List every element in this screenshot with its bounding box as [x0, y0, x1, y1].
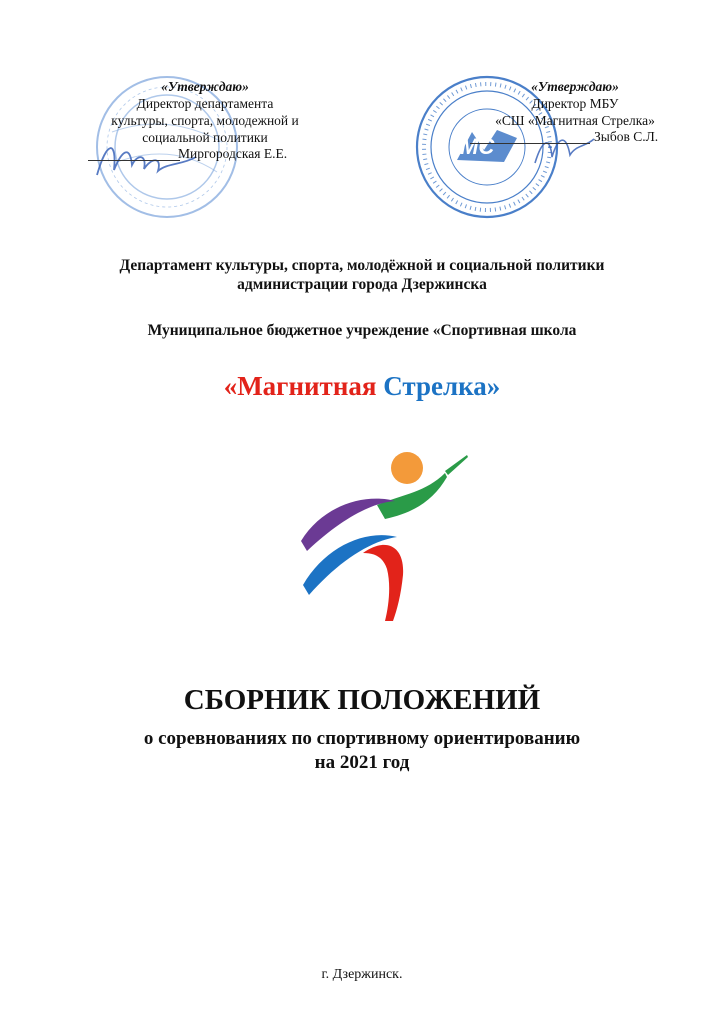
svg-text:МС: МС [460, 134, 495, 159]
approval-block-right [450, 78, 700, 146]
document-title: СБОРНИК ПОЛОЖЕНИЙ [183, 684, 541, 716]
department-line: администрации города Дзержинска [237, 276, 487, 293]
signature-row-left [70, 146, 340, 163]
department-line: Департамент культуры, спорта, молодёжной и социальной политики [119, 257, 605, 274]
brand-name-blue: Стрелка» [383, 371, 501, 401]
brand-name [40, 370, 684, 402]
subtitle-line: на 2021 год [314, 752, 410, 773]
school-heading: Муниципальное бюджетное учреждение «Спортивная школа [147, 322, 577, 339]
approval-header-left: «Утверждаю» [161, 79, 249, 94]
document-subtitle [40, 727, 684, 775]
runner-logo-icon [285, 445, 475, 625]
approval-line: Директор департамента [136, 96, 274, 111]
signer-name-left: Миргородская Е.Е. [178, 146, 288, 161]
city-label: г. Дзержинск. [321, 967, 403, 982]
approval-line: Директор МБУ [531, 96, 619, 111]
approval-line: культуры, спорта, молодежной и [111, 113, 299, 128]
approval-line: социальной политики [142, 130, 268, 145]
subtitle-line: о соревнованиях по спортивному ориентированию [143, 728, 581, 749]
approval-header-right: «Утверждаю» [531, 79, 619, 94]
signature-line [470, 143, 590, 144]
signature-row-right [450, 129, 700, 146]
brand-name-red: «Магнитная [223, 371, 377, 401]
department-heading [40, 256, 684, 294]
signature-line [88, 160, 180, 161]
approval-block-left [70, 78, 340, 163]
signer-name-right: Зыбов С.Л. [594, 129, 659, 144]
approval-line: «СШ «Магнитная Стрелка» [495, 113, 655, 128]
